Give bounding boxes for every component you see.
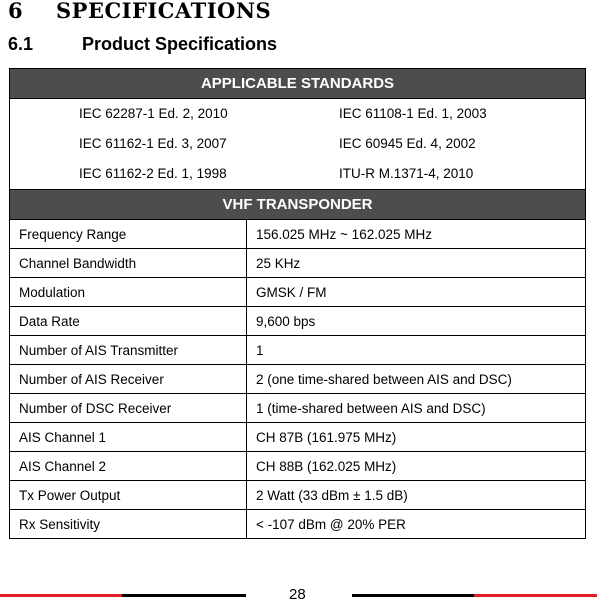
table-row <box>10 278 586 307</box>
standards-row <box>10 129 586 159</box>
table-row <box>10 249 586 278</box>
section-number: 6 <box>8 0 24 23</box>
spec-label: Number of DSC Receiver <box>10 394 247 423</box>
spec-value: 2 (one time-shared between AIS and DSC) <box>247 365 586 394</box>
table-row <box>10 510 586 539</box>
standards-header-row <box>10 69 586 99</box>
spec-label: Channel Bandwidth <box>10 249 247 278</box>
table-row <box>10 365 586 394</box>
spec-value: 1 <box>247 336 586 365</box>
table-row <box>10 394 586 423</box>
specifications-table <box>9 68 586 539</box>
spec-value: 156.025 MHz ~ 162.025 MHz <box>247 220 586 249</box>
spec-label: Number of AIS Transmitter <box>10 336 247 365</box>
page-number: 28 <box>289 586 306 603</box>
spec-value: 2 Watt (33 dBm ± 1.5 dB) <box>247 481 586 510</box>
spec-label: Frequency Range <box>10 220 247 249</box>
table-row <box>10 423 586 452</box>
vhf-header: VHF TRANSPONDER <box>10 190 586 220</box>
subsection-title: Product Specifications <box>82 34 278 54</box>
vhf-header-row <box>10 190 586 220</box>
standard-item: IEC 61108-1 Ed. 1, 2003 <box>339 106 487 121</box>
subsection-heading <box>8 34 277 55</box>
table-row <box>10 481 586 510</box>
footer-rule-right-red <box>474 594 597 597</box>
standard-item: IEC 61162-1 Ed. 3, 2007 <box>79 136 227 151</box>
standard-item: ITU-R M.1371-4, 2010 <box>339 166 474 181</box>
spec-value: 1 (time-shared between AIS and DSC) <box>247 394 586 423</box>
standard-item: IEC 61162-2 Ed. 1, 1998 <box>79 166 227 181</box>
footer-rule-right-dark <box>352 594 474 597</box>
spec-label: AIS Channel 1 <box>10 423 247 452</box>
section-title: SPECIFICATIONS <box>56 0 272 23</box>
standard-item: IEC 62287-1 Ed. 2, 2010 <box>79 106 228 121</box>
spec-value: GMSK / FM <box>247 278 586 307</box>
footer-rule-left-red <box>0 594 122 597</box>
footer-rule-left-dark <box>122 594 246 597</box>
subsection-number: 6.1 <box>8 34 34 54</box>
spec-label: Tx Power Output <box>10 481 247 510</box>
spec-label: Rx Sensitivity <box>10 510 247 539</box>
standards-header: APPLICABLE STANDARDS <box>10 69 586 99</box>
standards-row <box>10 99 586 130</box>
spec-label: Modulation <box>10 278 247 307</box>
table-row <box>10 336 586 365</box>
spec-value: CH 88B (162.025 MHz) <box>247 452 586 481</box>
spec-label: AIS Channel 2 <box>10 452 247 481</box>
spec-label: Number of AIS Receiver <box>10 365 247 394</box>
table-row <box>10 452 586 481</box>
table-row <box>10 307 586 336</box>
spec-value: 9,600 bps <box>247 307 586 336</box>
standards-row <box>10 159 586 190</box>
spec-label: Data Rate <box>10 307 247 336</box>
spec-value: CH 87B (161.975 MHz) <box>247 423 586 452</box>
table-row <box>10 220 586 249</box>
section-heading <box>8 0 271 23</box>
standard-item: IEC 60945 Ed. 4, 2002 <box>339 136 476 151</box>
spec-value: < -107 dBm @ 20% PER <box>247 510 586 539</box>
spec-value: 25 KHz <box>247 249 586 278</box>
